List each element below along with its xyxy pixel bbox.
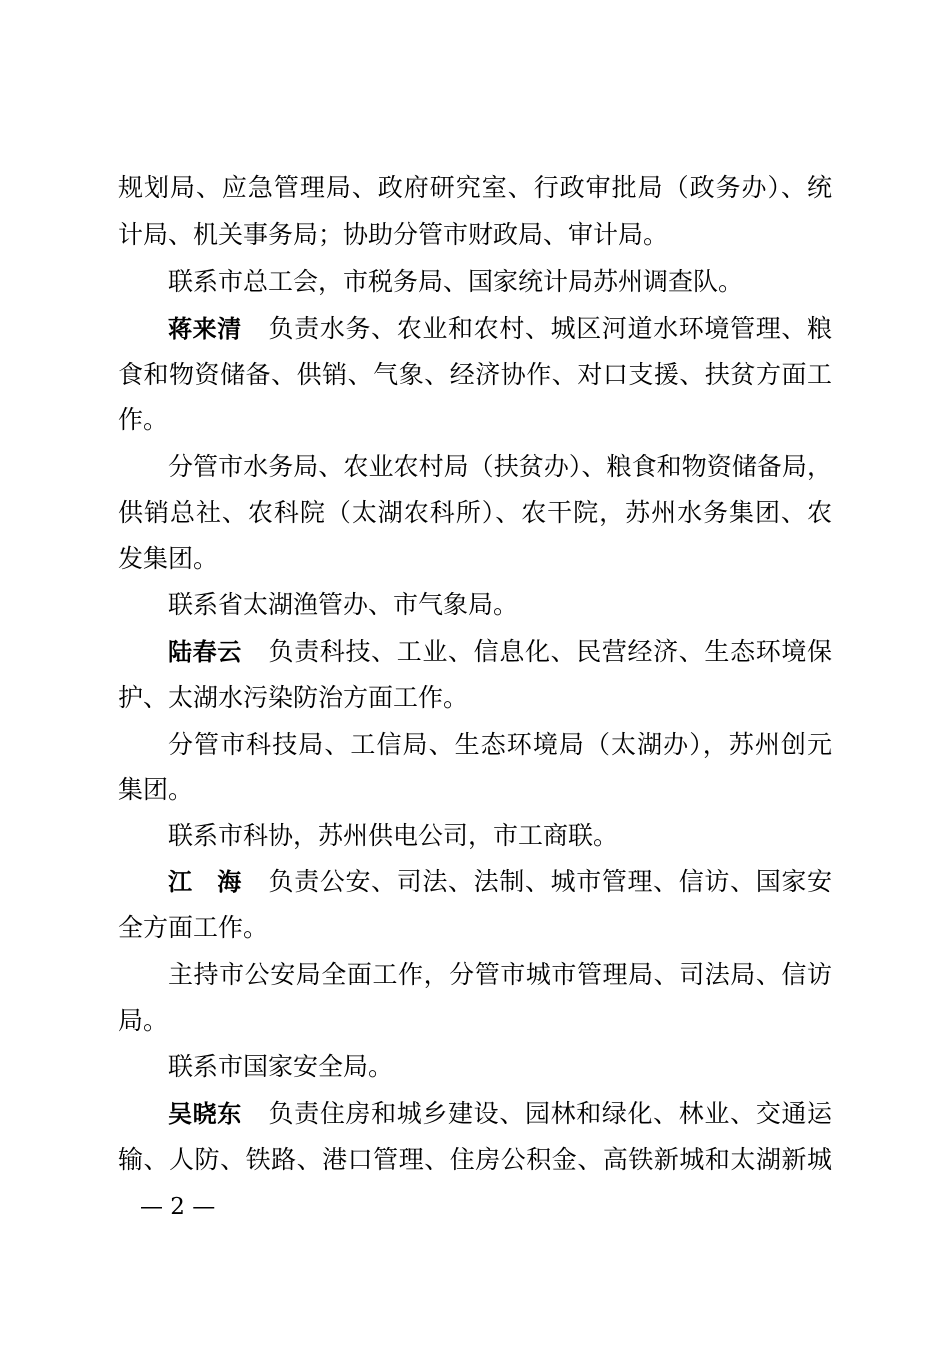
text-run: 负责科技、工业、信息化、民营经济、生态环境保 xyxy=(267,637,832,666)
text-line: 作。 xyxy=(118,405,169,434)
text-line: 计局、机关事务局；协助分管市财政局、审计局。 xyxy=(118,220,669,249)
text-line xyxy=(118,632,832,672)
text-line: 全方面工作。 xyxy=(118,913,269,942)
text-line xyxy=(118,862,832,902)
official-name: 吴晓东 xyxy=(168,1100,242,1128)
text-line: 集团。 xyxy=(118,775,194,804)
text-line: 分管市科技局、工信局、生态环境局（太湖办），苏州创元 xyxy=(168,730,832,759)
text-line xyxy=(118,309,832,349)
text-line: 护、太湖水污染防治方面工作。 xyxy=(118,683,469,712)
page-number: — 2 — xyxy=(140,1194,216,1220)
text-line: 联系市总工会，市税务局、国家统计局苏州调查队。 xyxy=(168,267,744,296)
text-line: 分管市水务局、农业农村局（扶贫办）、粮食和物资储备局， xyxy=(168,452,832,481)
text-run: 负责水务、农业和农村、城区河道水环境管理、粮 xyxy=(267,314,832,343)
text-line xyxy=(118,1094,832,1134)
text-line: 局。 xyxy=(118,1006,169,1035)
text-line: 供销总社、农科院（太湖农科所）、农干院，苏州水务集团、农 xyxy=(118,498,832,527)
text-run: 负责住房和城乡建设、园林和绿化、林业、交通运 xyxy=(267,1099,832,1128)
text-line: 联系省太湖渔管办、市气象局。 xyxy=(168,590,519,619)
official-name: 陆春云 xyxy=(168,638,242,666)
text-line: 食和物资储备、供销、气象、经济协作、对口支援、扶贫方面工 xyxy=(118,360,832,389)
text-line: 发集团。 xyxy=(118,544,219,573)
text-line: 输、人防、铁路、港口管理、住房公积金、高铁新城和太湖新城 xyxy=(118,1145,832,1174)
official-name: 蒋来清 xyxy=(168,315,242,343)
text-line: 主持市公安局全面工作，分管市城市管理局、司法局、信访 xyxy=(168,960,832,989)
text-run: 负责公安、司法、法制、城市管理、信访、国家安 xyxy=(267,867,832,896)
official-name: 江 海 xyxy=(168,868,242,896)
text-line: 联系市科协，苏州供电公司，市工商联。 xyxy=(168,821,619,850)
text-line: 联系市国家安全局。 xyxy=(168,1052,394,1081)
text-line: 规划局、应急管理局、政府研究室、行政审批局（政务办）、统 xyxy=(118,173,832,202)
